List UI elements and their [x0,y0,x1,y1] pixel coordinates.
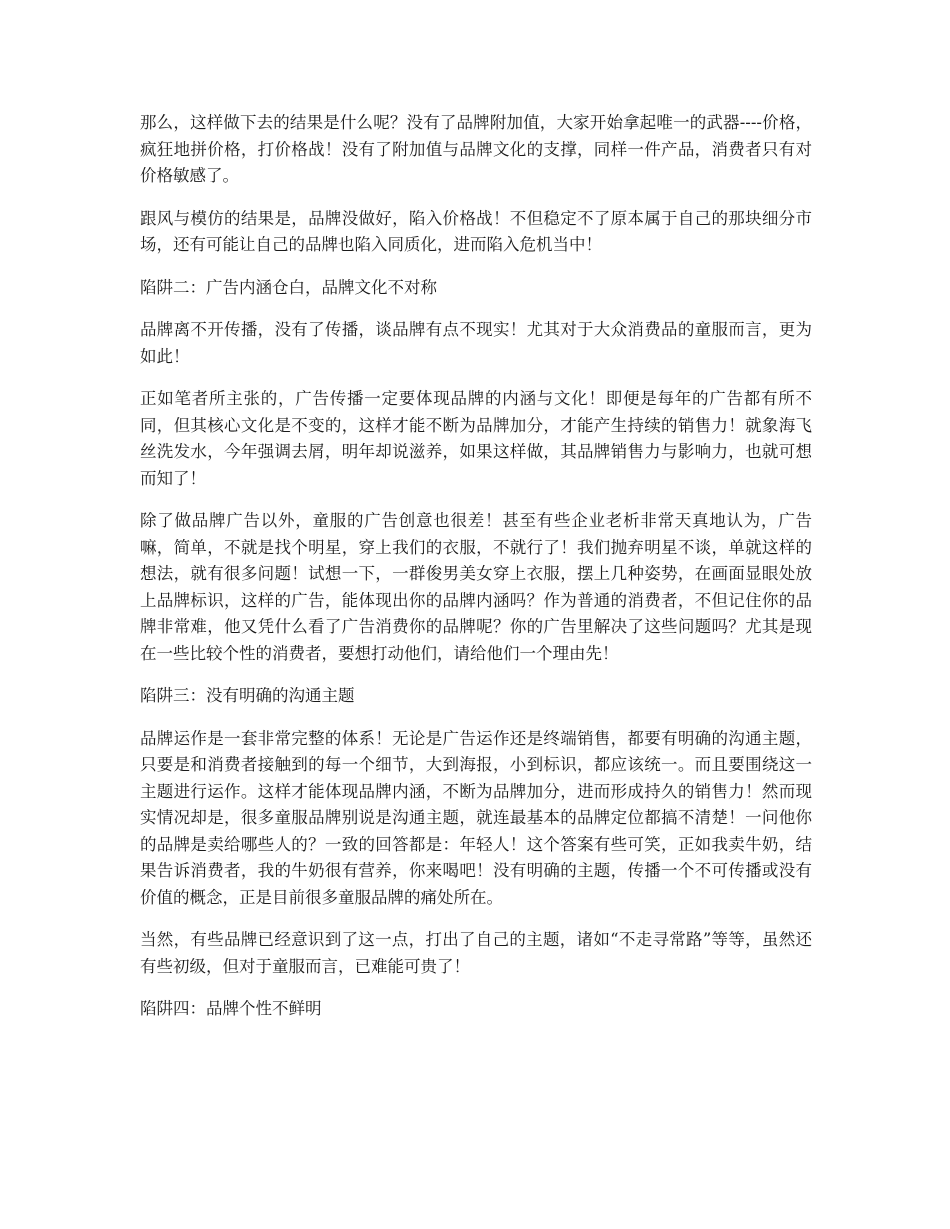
document-body [140,110,812,1039]
section-heading-trap-four: 陷阱四：品牌个性不鲜明 [140,999,322,1018]
paragraph-brand-communication: 品牌离不开传播，没有了传播，谈品牌有点不现实！尤其对于大众消费品的童服而言，更为如此！ [140,320,812,366]
section-heading-trap-two: 陷阱二：广告内涵仓白，品牌文化不对称 [140,277,437,297]
paragraph-brand-theme: 当然，有些品牌已经意识到了这一点，打出了自己的主题，诸如“不走寻常路”等等，虽然还有些初级，但对于童服而言，已难能可贵了！ [140,930,812,976]
paragraph-ad-culture: 正如笔者所主张的，广告传播一定要体现品牌的内涵与文化！即便是每年的广告都有所不同，但其核心文化是不变的，这样才能不断为品牌加分，才能产生持续的销售力！就象海飞丝洗发水，今年强调去屑，明年却说滋养，如果这样做，其品牌销售力与影响力，也就可想而知了！ [140,389,812,488]
paragraph-imitation-result: 跟风与模仿的结果是，品牌没做好，陷入价格战！不但稳定不了原本属于自己的那块细分市场，还有可能让自己的品牌也陷入同质化，进而陷入危机当中！ [140,208,812,254]
paragraph-price-war: 那么，这样做下去的结果是什么呢？没有了品牌附加值，大家开始拿起唯一的武器----价格，疯狂地拼价格，打价格战！没有了附加值与品牌文化的支撑，同样一件产品，消费者只有对价格敏感了。 [140,113,812,185]
section-heading-trap-three: 陷阱三：没有明确的沟通主题 [140,686,355,705]
paragraph-ad-creativity: 除了做品牌广告以外，童服的广告创意也很差！甚至有些企业老析非常天真地认为，广告嘛，简单，不就是找个明星，穿上我们的衣服，不就行了！我们抛弃明星不谈，单就这样的想法，就有很多问题！试想一下，一群俊男美女穿上衣服，摆上几种姿势，在画面显眼处放上品牌标识，这样的广告，能体现出你的品牌内涵吗？作为普通的消费者，不但记住你的品牌非常难，他又凭什么看了广告消费你的品牌呢？你的广告里解决了这些问题吗？尤其是现在一些比较个性的消费者，要想打动他们，请给他们一个理由先！ [140,511,812,663]
paragraph-brand-system: 品牌运作是一套非常完整的体系！无论是广告运作还是终端销售，都要有明确的沟通主题，只要是和消费者接触到的每一个细节，大到海报，小到标识，都应该统一。而且要围绕这一主题进行运作。这样才能体现品牌内涵，不断为品牌加分，进而形成持久的销售力！然而现实情况却是，很多童服品牌别说是沟通主题，就连最基本的品牌定位都搞不清楚！一问他你的品牌是卖给哪些人的？一致的回答都是：年轻人！这个答案有些可笑，正如我卖牛奶，结果告诉消费者，我的牛奶很有营养，你来喝吧！没有明确的主题，传播一个不可传播或没有价值的概念，正是目前很多童服品牌的痛处所在。 [140,728,812,907]
